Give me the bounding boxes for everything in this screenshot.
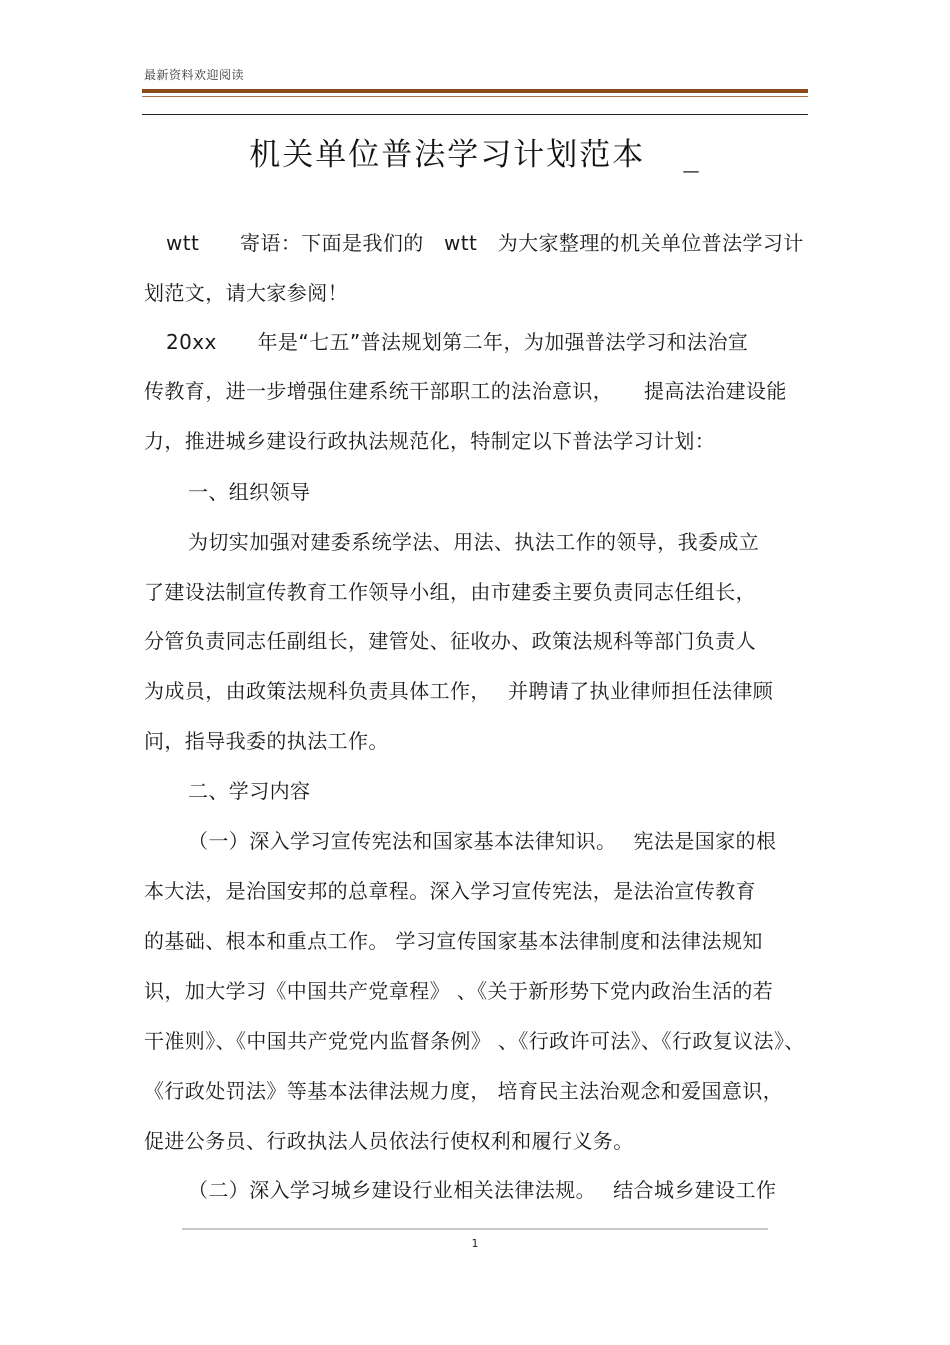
document-title-main: 机关单位普法学习计划范本	[249, 137, 646, 173]
section-heading: 一、组织领导	[188, 480, 311, 504]
body-line: 20xx 年是“七五”普法规划第二年，为加强普法学习和法治宣	[166, 330, 749, 354]
page-header-text: 最新资料欢迎阅读	[144, 68, 245, 82]
body-line: 传教育，进一步增强住建系统干部职工的法治意识， 提高法治建设能	[144, 379, 787, 403]
body-line: 力，推进城乡建设行政执法规范化，特制定以下普法学习计划：	[144, 429, 716, 453]
header-rule-thin	[142, 96, 808, 97]
document-title	[0, 129, 950, 174]
body-line: 的基础、根本和重点工作。 学习宣传国家基本法律制度和法律法规知	[144, 929, 763, 953]
body-line: 促进公务员、行政执法人员依法行使权利和履行义务。	[144, 1129, 634, 1153]
body-line: 干准则》、《中国共产党党内监督条例》 、《行政许可法》、《行政复议法》、	[144, 1029, 805, 1053]
header-rule-thick	[142, 89, 808, 93]
body-line: 分管负责同志任副组长，建管处、征收办、政策法规科等部门负责人	[144, 629, 756, 653]
body-line: 为切实加强对建委系统学法、用法、执法工作的领导，我委成立	[188, 530, 760, 554]
body-line: （一）深入学习宣传宪法和国家基本法律知识。 宪法是国家的根	[188, 829, 777, 853]
body-line: 问，指导我委的执法工作。	[144, 729, 389, 753]
body-line: 本大法，是治国安邦的总章程。深入学习宣传宪法，是法治宣传教育	[144, 879, 756, 903]
body-line: 了建设法制宣传教育工作领导小组，由市建委主要负责同志任组长，	[144, 580, 756, 604]
page-number: 1	[471, 1237, 479, 1250]
document-title-suffix: _	[683, 137, 701, 173]
body-line: （二）深入学习城乡建设行业相关法律法规。 结合城乡建设工作	[188, 1178, 777, 1202]
body-line: 识，加大学习《中国共产党章程》 、《关于新形势下党内政治生活的若	[144, 979, 774, 1003]
header-rule-black	[142, 114, 808, 115]
section-heading: 二、学习内容	[188, 779, 311, 803]
body-line: 《行政处罚法》等基本法律法规力度， 培育民主法治观念和爱国意识，	[144, 1079, 784, 1103]
body-line: 划范文，请大家参阅！	[144, 281, 348, 305]
body-line: wtt 寄语：下面是我们的 wtt 为大家整理的机关单位普法学习计	[166, 231, 804, 255]
body-line: 为成员，由政策法规科负责具体工作， 并聘请了执业律师担任法律顾	[144, 679, 774, 703]
footer-rule	[182, 1228, 768, 1230]
